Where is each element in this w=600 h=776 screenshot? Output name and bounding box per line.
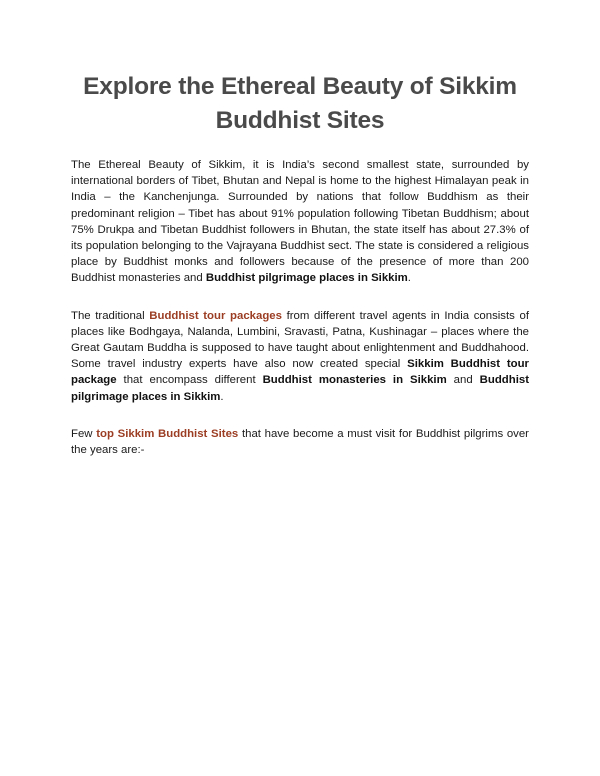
paragraph-text: from different travel agents in India consists of places like Bodhgaya, Nalanda, Lumbini, Sravasti, Patna, Kushinagar – places where the Great Gautam Buddha is supposed to have taught about enlightenment and Buddhahood. Some travel industry experts have also now created special <box>71 309 529 371</box>
paragraph-top-sites <box>71 426 529 458</box>
paragraph-text: and <box>446 374 480 387</box>
paragraph-text: that encompass different <box>116 374 263 387</box>
bold-phrase: Buddhist pilgrimage places in Sikkim <box>71 374 529 403</box>
link-top-sikkim-buddhist-sites[interactable]: top Sikkim Buddhist Sites <box>96 427 239 440</box>
document-page <box>71 70 529 479</box>
bold-phrase: Buddhist pilgrimage places in Sikkim <box>205 272 408 285</box>
paragraph-intro <box>71 157 529 287</box>
article-body <box>71 157 529 458</box>
paragraph-text: . <box>220 390 224 403</box>
paragraph-text: The Ethereal Beauty of Sikkim, it is India’s second smallest state, surrounded by international borders of Tibet, Bhutan and Nepal is home to the highest Himalayan peak in India – the Kanchenjunga. Surrounded by nations that follow Buddhism as their predominant religion – Tibet has about 91% population following Tibetan Buddhism; about 75% Drukpa and Tibetan Buddhist followers in Bhutan, the state itself has about 27.3% of its population belonging to the Vajrayana Buddhist sect. The state is considered a religious place by Buddhist monks and followers because of the presence of more than 200 Buddhist monasteries and <box>71 159 529 285</box>
bold-phrase: Buddhist monasteries in Sikkim <box>262 374 447 387</box>
page-title: Explore the Ethereal Beauty of Sikkim Buddhist Sites <box>83 73 517 134</box>
bold-phrase: Sikkim Buddhist tour package <box>71 358 529 387</box>
paragraph-tour-packages <box>71 308 529 405</box>
paragraph-text: . <box>407 272 411 285</box>
link-buddhist-tour-packages[interactable]: Buddhist tour packages <box>149 309 282 322</box>
paragraph-text: Few <box>71 427 97 440</box>
paragraph-text: The traditional <box>71 309 150 322</box>
paragraph-text: that have become a must visit for Buddhist pilgrims over the years are:- <box>71 427 529 457</box>
